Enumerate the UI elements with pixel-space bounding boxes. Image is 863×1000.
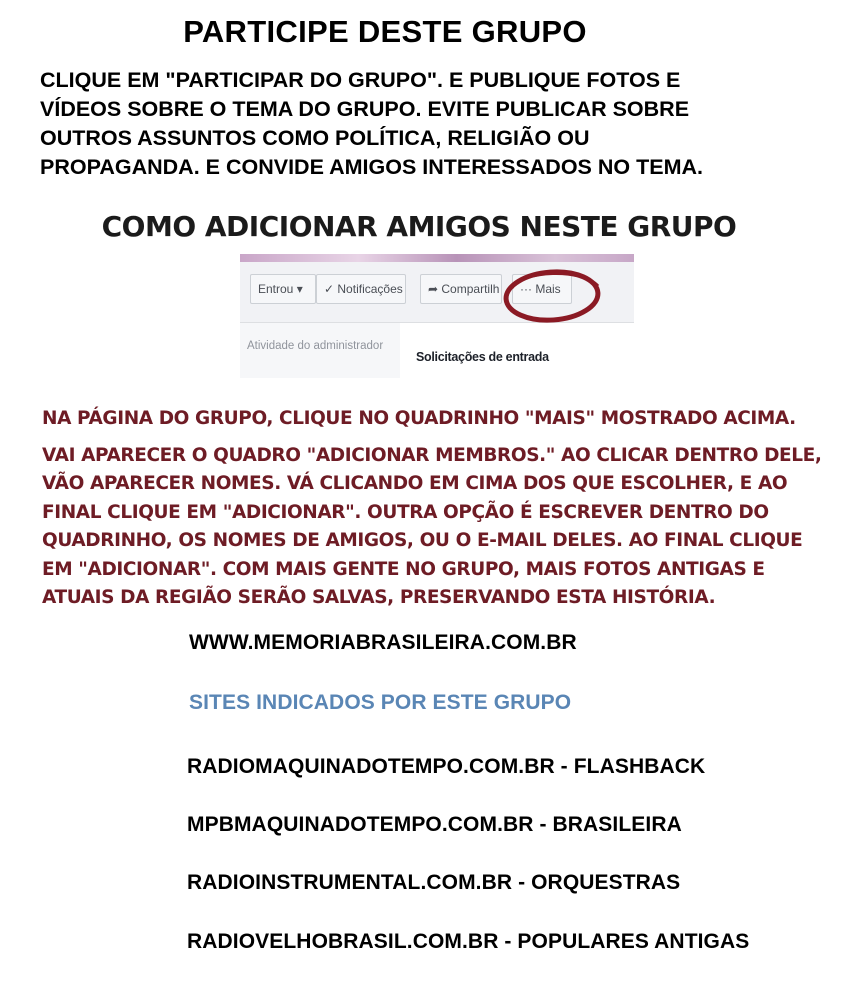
intro-line: CLIQUE EM "PARTICIPAR DO GRUPO". E PUBLIQUE FOTOS E: [40, 68, 681, 92]
instruction-line: QUADRINHO, OS NOMES DE AMIGOS, OU O E-MAIL DELES. AO FINAL CLIQUE: [42, 530, 803, 551]
instruction-line: FINAL CLIQUE EM "ADICIONAR". OUTRA OPÇÃO É ESCREVER DENTRO DO: [42, 501, 769, 523]
share-button[interactable]: ➦ Compartilh: [420, 274, 502, 304]
highlight-circle-icon: [502, 266, 602, 324]
page-title: PARTICIPE DESTE GRUPO: [183, 14, 587, 49]
instruction-line: EM "ADICIONAR". COM MAIS GENTE NO GRUPO, MAIS FOTOS ANTIGAS E: [42, 558, 765, 580]
instruction-line: NA PÁGINA DO GRUPO, CLIQUE NO QUADRINHO "MAIS" MOSTRADO ACIMA.: [42, 408, 796, 429]
intro-line: PROPAGANDA. E CONVIDE AMIGOS INTERESSADOS NO TEMA.: [40, 155, 703, 179]
site-link-orquestras[interactable]: RADIOINSTRUMENTAL.COM.BR - ORQUESTRAS: [187, 871, 681, 894]
intro-line: OUTROS ASSUNTOS COMO POLÍTICA, RELIGIÃO OU: [40, 126, 590, 150]
joined-button[interactable]: Entrou ▾: [250, 274, 316, 304]
site-link-populares[interactable]: RADIOVELHOBRASIL.COM.BR - POPULARES ANTIGAS: [187, 930, 750, 953]
site-link-flashback[interactable]: RADIOMAQUINADOTEMPO.COM.BR - FLASHBACK: [187, 755, 706, 778]
group-tabs: [240, 323, 634, 378]
more-button[interactable]: ··· Mais: [512, 274, 572, 304]
intro-text: [40, 66, 840, 182]
group-screenshot: [240, 254, 634, 378]
instructions-text: [42, 405, 842, 613]
site-link-brasileira[interactable]: MPBMAQUINADOTEMPO.COM.BR - BRASILEIRA: [187, 813, 682, 836]
tab-admin-activity[interactable]: Atividade do administrador: [240, 323, 400, 378]
tab-membership-requests[interactable]: Solicitações de entrada: [416, 350, 549, 364]
instruction-line: VÃO APARECER NOMES. VÁ CLICANDO EM CIMA DOS QUE ESCOLHER, E AO: [42, 473, 788, 494]
notifications-button[interactable]: ✓ Notificações: [316, 274, 406, 304]
cover-photo-strip: [240, 254, 634, 262]
sites-heading: SITES INDICADOS POR ESTE GRUPO: [189, 691, 572, 714]
instruction-line: VAI APARECER O QUADRO "ADICIONAR MEMBROS." AO CLICAR DENTRO DELE,: [42, 444, 822, 466]
intro-line: VÍDEOS SOBRE O TEMA DO GRUPO. EVITE PUBLICAR SOBRE: [40, 97, 690, 121]
howto-heading: COMO ADICIONAR AMIGOS NESTE GRUPO: [101, 210, 737, 243]
main-site-link[interactable]: WWW.MEMORIABRASILEIRA.COM.BR: [189, 631, 577, 654]
instruction-line: ATUAIS DA REGIÃO SERÃO SALVAS, PRESERVANDO ESTA HISTÓRIA.: [42, 587, 716, 608]
